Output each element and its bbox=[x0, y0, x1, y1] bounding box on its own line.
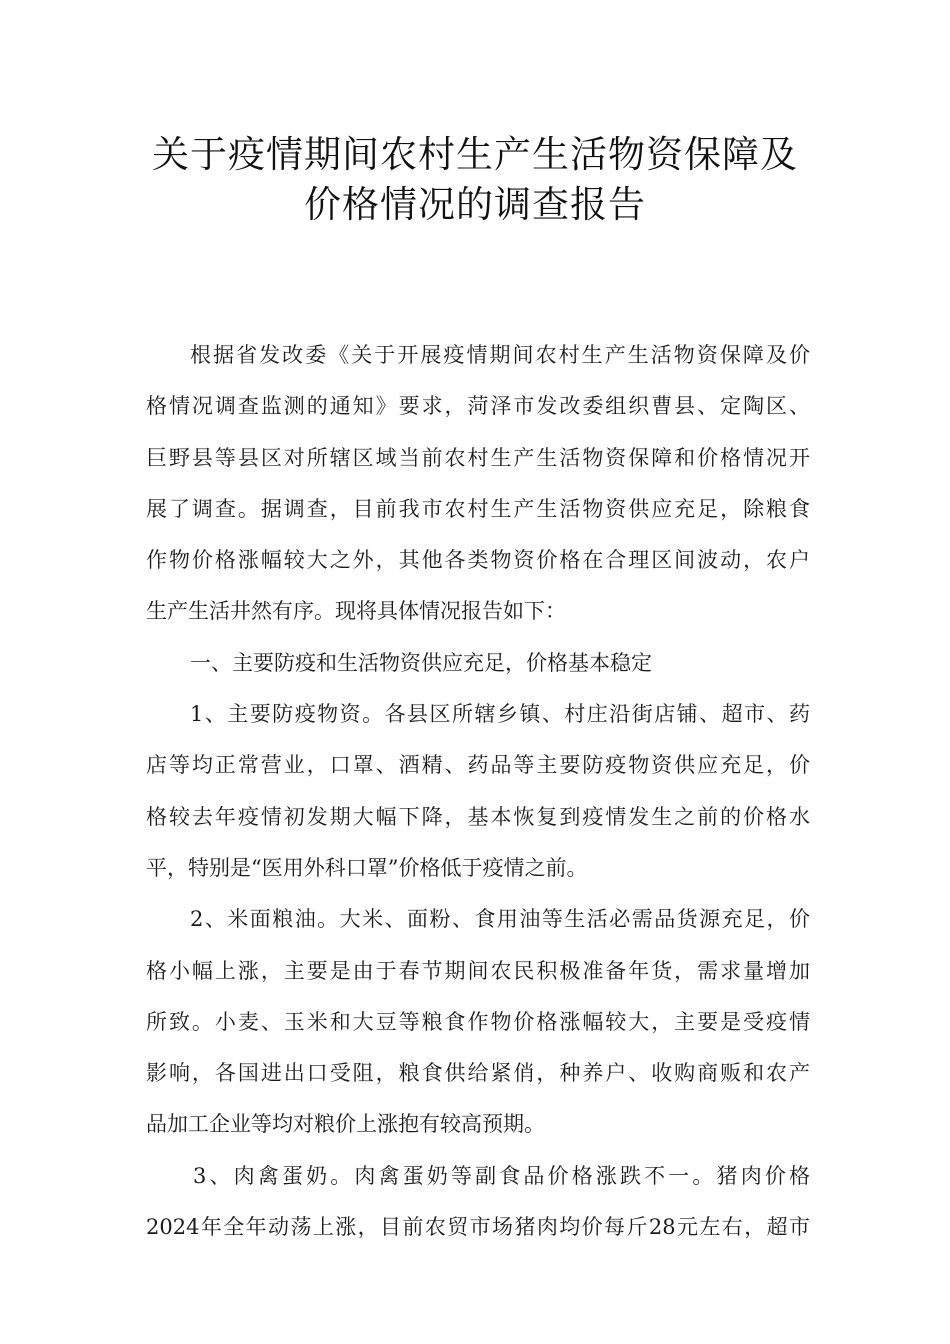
document-title bbox=[100, 130, 850, 230]
paragraph-line: 影响，各国进出口受阻，粮食供给紧俏，种养户、收购商贩和农产 bbox=[146, 1061, 810, 1086]
paragraph-line: 根据省发改委《关于开展疫情期间农村生产生活物资保障及价 bbox=[190, 343, 810, 367]
paragraph-line: 格较去年疫情初发期大幅下降，基本恢复到疫情发生之前的价格水 bbox=[146, 804, 810, 829]
section-heading: 一、主要防疫和生活物资供应充足，价格基本稳定 bbox=[190, 650, 652, 675]
paragraph-line: 生产生活井然有序。现将具体情况报告如下： bbox=[146, 599, 566, 624]
paragraph-line: 品加工企业等均对粮价上涨抱有较高预期。 bbox=[146, 1112, 545, 1137]
paragraph-line: 1、主要防疫物资。各县区所辖乡镇、村庄沿街店铺、超市、药 bbox=[190, 702, 810, 727]
paragraph-line: 格情况调查监测的通知》要求，菏泽市发改委组织曹县、定陶区、 bbox=[146, 394, 810, 419]
title-line: 关于疫情期间农村生产生活物资保障及 bbox=[152, 133, 798, 176]
paragraph-line: 2024年全年动荡上涨，目前农贸市场猪肉均价每斤28元左右，超市 bbox=[146, 1215, 810, 1240]
paragraph-line: 3、肉禽蛋奶。肉禽蛋奶等副食品价格涨跌不一。猪肉价格 bbox=[193, 1163, 810, 1188]
paragraph-line: 作物价格涨幅较大之外，其他各类物资价格在合理区间波动，农户 bbox=[146, 548, 810, 573]
paragraph-line: 所致。小麦、玉米和大豆等粮食作物价格涨幅较大，主要是受疫情 bbox=[146, 1009, 810, 1034]
paragraph-line: 平，特别是“医用外科口罩”价格低于疫情之前。 bbox=[146, 855, 588, 880]
paragraph-line: 展了调查。据调查，目前我市农村生产生活物资供应充足，除粮食 bbox=[146, 496, 810, 521]
document-body bbox=[146, 330, 810, 1253]
paragraph-line: 巨野县等县区对所辖区域当前农村生产生活物资保障和价格情况开 bbox=[146, 445, 810, 470]
paragraph-line: 2、米面粮油。大米、面粉、食用油等生活必需品货源充足，价 bbox=[190, 907, 810, 932]
title-line: 价格情况的调查报告 bbox=[304, 183, 646, 226]
paragraph-line: 格小幅上涨，主要是由于春节期间农民积极准备年货，需求量增加 bbox=[146, 958, 810, 983]
paragraph-line: 店等均正常营业，口罩、酒精、药品等主要防疫物资供应充足，价 bbox=[146, 753, 810, 778]
